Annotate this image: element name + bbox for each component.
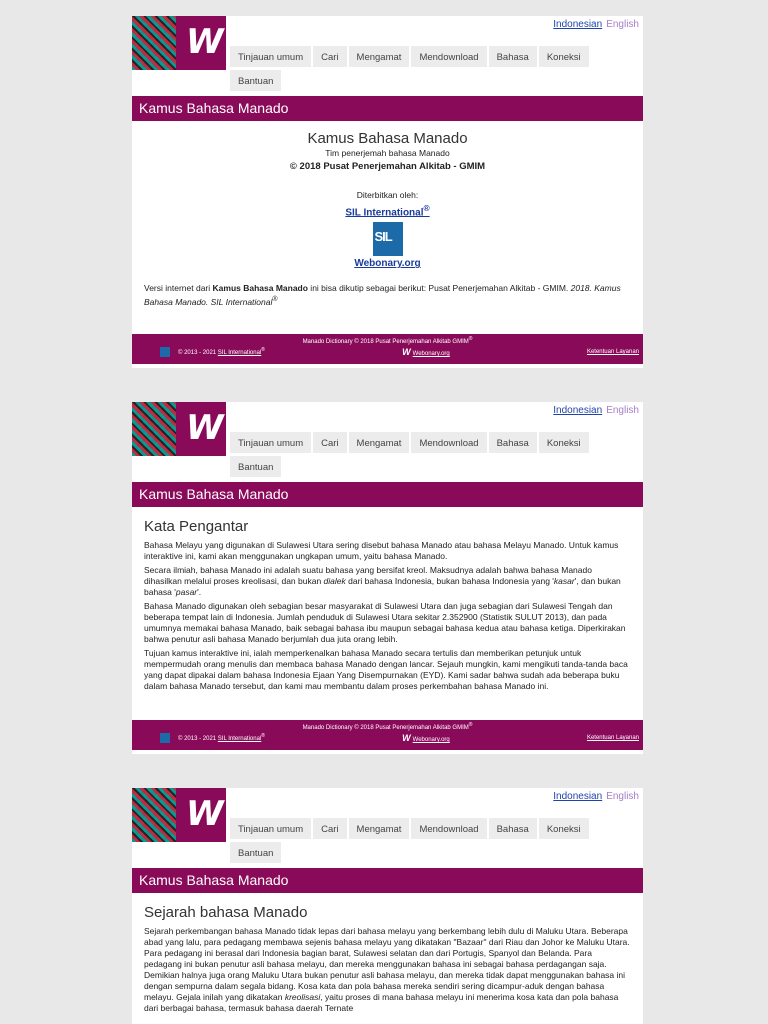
- paragraph: [144, 565, 631, 598]
- footer-webonary-link[interactable]: Webonary.org: [412, 351, 450, 357]
- paragraph: Tujuan kamus interaktive ini, ialah memperkenalkan bahasa Manado secara tertulis dan memberikan petunjuk untuk mempermudah orang menulis dan membaca bahasa Manado dengan lancar. Sejauh mungkin, kami mengikuti tanda-tanda baca yang dapat dipakai dalam bahasa Indonesia Ejaan Yang Disempurnakan (EYD). Kami sadar bahwa sudah ada beberapa buku dalam bahasa Manado tersebut, dan kami mau membantu dalam proses perkembahan bahasa Manado ini.: [144, 648, 628, 691]
- nav-download[interactable]: Mendownload: [411, 46, 486, 67]
- footer-webonary-group: [402, 347, 450, 357]
- sil-logo-icon[interactable]: [373, 222, 403, 256]
- footer-sil-link[interactable]: SIL International: [217, 735, 262, 742]
- nav-links[interactable]: Koneksi: [539, 46, 589, 67]
- nav-help[interactable]: Bantuan: [230, 456, 281, 477]
- nav-overview[interactable]: Tinjauan umum: [230, 818, 311, 839]
- citation-text: [144, 283, 631, 308]
- main-nav: [230, 818, 630, 866]
- footer-dict: Manado Dictionary © 2018 Pusat Penerjemahan Alkitab GMIM: [302, 339, 469, 345]
- footer-webonary-group: [402, 733, 450, 743]
- footer-dict-mark: ®: [468, 336, 473, 342]
- registered-mark: ®: [423, 203, 430, 213]
- nav-search[interactable]: Cari: [313, 46, 346, 67]
- footer-terms-link[interactable]: Ketentuan Layanan: [586, 735, 639, 741]
- nav-help[interactable]: Bantuan: [230, 70, 281, 91]
- title-page: [132, 121, 643, 334]
- webonary-w-icon: W: [176, 788, 226, 842]
- text-italic: pasar: [175, 587, 198, 597]
- footer-dictionary-credit: [132, 334, 643, 344]
- nav-language[interactable]: Bahasa: [489, 818, 537, 839]
- paragraph: [144, 926, 631, 1014]
- site-header: [132, 402, 643, 482]
- text-italic: kasar: [553, 576, 575, 586]
- footer-sil-mark: ®: [261, 346, 265, 353]
- language-switcher: [553, 19, 639, 30]
- site-title-band: Kamus Bahasa Manado: [132, 868, 643, 893]
- sil-icon: [160, 733, 170, 743]
- history-content: [132, 893, 643, 1024]
- webonary-link[interactable]: Webonary.org: [354, 258, 421, 270]
- site-title-band: Kamus Bahasa Manado: [132, 96, 643, 121]
- text-italic: dialek: [323, 576, 346, 586]
- footer-copyright: © 2013 - 2021: [178, 349, 217, 356]
- nav-search[interactable]: Cari: [313, 432, 346, 453]
- section-title: Sejarah bahasa Manado: [144, 904, 308, 921]
- footer-links: [132, 730, 643, 750]
- logo-pattern: [132, 788, 176, 842]
- site-header: [132, 16, 643, 96]
- logo-pattern: [132, 402, 176, 456]
- text-run: , yaitu proses di mana bahasa melayu ini menerima kosa kata dan pola bahasa dari berbagai bahasa, termasuk bahasa daerah Ternate: [144, 992, 619, 1013]
- main-nav: [230, 46, 630, 94]
- lang-indonesian-link[interactable]: Indonesian: [553, 19, 603, 30]
- nav-language[interactable]: Bahasa: [489, 432, 537, 453]
- book-subtitle: Tim penerjemah bahasa Manado: [325, 148, 450, 158]
- webonary-logo[interactable]: [132, 402, 226, 456]
- footer-sil-mark: ®: [261, 732, 265, 739]
- cite-bold: Kamus Bahasa Manado: [212, 283, 308, 294]
- nav-language[interactable]: Bahasa: [489, 46, 537, 67]
- footer-links: [132, 344, 643, 364]
- paragraph: Bahasa Manado digunakan oleh sebagian besar masyarakat di Sulawesi Utara dan juga sebagian dari Sulawesi Tengah dan beberapa tempat lain di Indonesia. Jumlah penduduk di Sulawesi Utara sekitar 2.352900 (Statistik SULUT 2013), dan pada umumnya memakai bahasa Manado, baik sebagai bahasa ibu maupun sebagai bahasa kedua atau bahasa ketiga. Diperkirakan bahwa penutur asli bahasa Manado berjumlah dua juta orang lebih.: [144, 601, 626, 644]
- logo-pattern: [132, 16, 176, 70]
- book-title: Kamus Bahasa Manado: [307, 130, 468, 147]
- site-header: [132, 788, 643, 868]
- nav-search[interactable]: Cari: [313, 818, 346, 839]
- nav-links[interactable]: Koneksi: [539, 432, 589, 453]
- cite-italic: 2018. Kamus Bahasa Manado. SIL International: [144, 283, 621, 308]
- main-nav: [230, 432, 630, 480]
- page-panel-3: [132, 788, 643, 1024]
- footer-terms-link[interactable]: Ketentuan Layanan: [586, 349, 639, 355]
- lang-indonesian-link[interactable]: Indonesian: [553, 405, 603, 416]
- published-by-label: Diterbitkan oleh:: [356, 190, 419, 200]
- nav-help[interactable]: Bantuan: [230, 842, 281, 863]
- footer-webonary-link[interactable]: Webonary.org: [412, 737, 450, 743]
- footer-dict: Manado Dictionary © 2018 Pusat Penerjemahan Alkitab GMIM: [302, 725, 469, 731]
- text-run: '.: [197, 587, 202, 597]
- sil-logo-text: SIL: [374, 229, 392, 245]
- preface-content: [132, 507, 643, 720]
- footer-copyright-group: [160, 733, 265, 743]
- lang-indonesian-link[interactable]: Indonesian: [553, 791, 603, 802]
- text-run: ', dan bukan bahasa ': [144, 576, 621, 597]
- lang-english-link[interactable]: English: [606, 19, 639, 30]
- webonary-w-icon: W: [176, 402, 226, 456]
- publisher-link[interactable]: [345, 203, 429, 218]
- nav-browse[interactable]: Mengamat: [349, 46, 410, 67]
- footer: [132, 720, 643, 750]
- webonary-w-icon: W: [176, 16, 226, 70]
- lang-english-link[interactable]: English: [606, 791, 639, 802]
- lang-english-link[interactable]: English: [606, 405, 639, 416]
- footer: [132, 334, 643, 364]
- cite-mid: ini bisa dikutip sebagai berikut: Pusat Penerjemahan Alkitab - GMIM.: [307, 283, 571, 294]
- nav-overview[interactable]: Tinjauan umum: [230, 46, 311, 67]
- footer-copyright: © 2013 - 2021: [178, 735, 217, 742]
- section-title: Kata Pengantar: [144, 518, 249, 535]
- footer-dict-mark: ®: [468, 722, 473, 728]
- site-title-band: Kamus Bahasa Manado: [132, 482, 643, 507]
- language-switcher: [553, 405, 639, 416]
- nav-overview[interactable]: Tinjauan umum: [230, 432, 311, 453]
- publisher-name: SIL International: [345, 207, 424, 219]
- footer-dictionary-credit: [132, 720, 643, 730]
- paragraph: Bahasa Melayu yang digunakan di Sulawesi Utara sering disebut bahasa Manado atau bahasa Melayu Manado. Untuk kamus interaktive ini, kami akan menggunakan ungkapan umum, yaitu bahasa Manado.: [144, 540, 619, 561]
- nav-browse[interactable]: Mengamat: [349, 432, 410, 453]
- nav-links[interactable]: Koneksi: [539, 818, 589, 839]
- webonary-logo[interactable]: [132, 16, 226, 70]
- sil-icon: [160, 347, 170, 357]
- footer-copyright-group: [160, 347, 265, 357]
- text-run: Sejarah perkembangan bahasa Manado tidak lepas dari bahasa melayu yang berkembang lebih dulu di Maluku Utara. Beberapa abad yang lalu, para pedagang membawa sejenis bahasa melayu yang dikatakan "Bazaar" dari Riau dan Johor ke Maluku Utara. Para pedagang ini berasal dari Indonesia bagian barat, Sulawesi selatan dan dari Portugis, Spanyol dan Belanda. Para pedagang ini bukan penutur asli bahasa melayu, dan mereka menggunakan bahasa ini sebagai bahasa perdagangan saja. Demikian halnya juga orang Maluku Utara bukan penutur asli bahasa melayu, dan mereka tidak dapat menggunakan bahasa ini dengan sempurna dalam segala bidang. Kosa kata dan pola bahasa mereka sendiri sering dicampur-aduk dengan bahasa melayu. Gejala inilah yang dikatakan: [144, 926, 630, 1002]
- webonary-w-icon: W: [402, 347, 411, 357]
- page-panel-1: [132, 16, 643, 368]
- footer-sil-link[interactable]: SIL International: [217, 349, 262, 356]
- cite-pre: Versi internet dari: [144, 283, 213, 294]
- webonary-logo[interactable]: [132, 788, 226, 842]
- cite-registered-mark: ®: [272, 295, 278, 304]
- nav-browse[interactable]: Mengamat: [349, 818, 410, 839]
- page-panel-2: [132, 402, 643, 754]
- webonary-w-icon: W: [402, 733, 411, 743]
- nav-download[interactable]: Mendownload: [411, 432, 486, 453]
- book-copyright: © 2018 Pusat Penerjemahan Alkitab - GMIM: [289, 161, 486, 172]
- language-switcher: [553, 791, 639, 802]
- text-run: dari bahasa Indonesia, bukan bahasa Indonesia yang ': [345, 576, 554, 586]
- nav-download[interactable]: Mendownload: [411, 818, 486, 839]
- text-run: Secara ilmiah, bahasa Manado ini adalah suatu bahasa yang bersifat kreol. Maksudnya adalah bahwa bahasa Manado dihasilkan melalui proses kreolisasi, dan bukan: [144, 565, 592, 586]
- text-italic: kreolisasi: [284, 992, 321, 1002]
